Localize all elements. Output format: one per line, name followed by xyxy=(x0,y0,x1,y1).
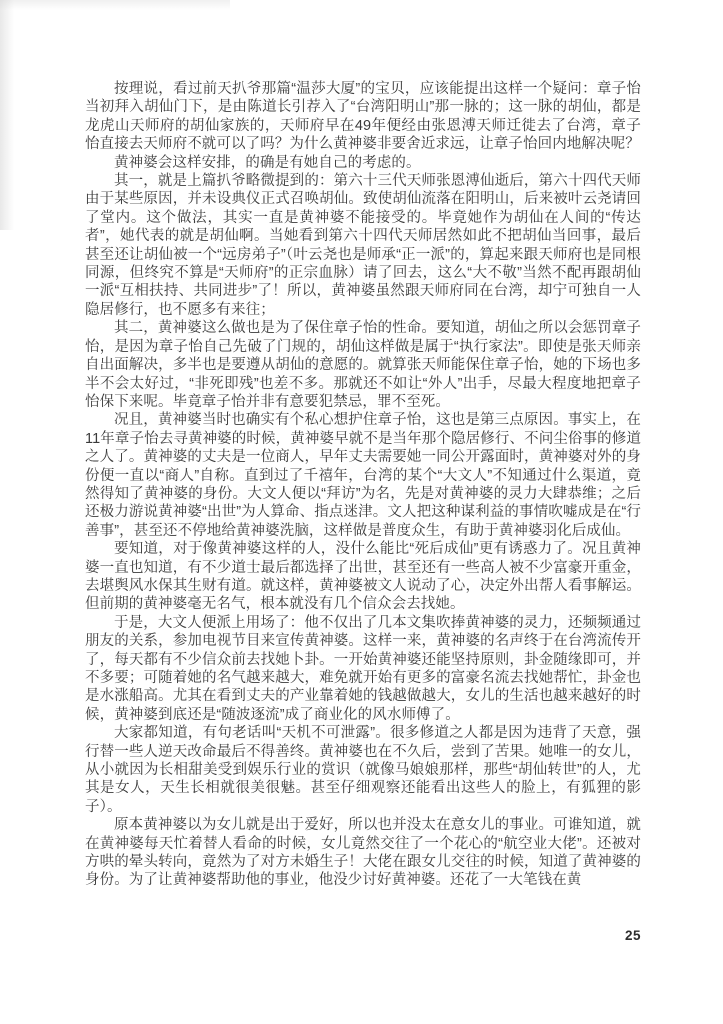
paragraph: 要知道，对于像黄神婆这样的人，没什么能比“死后成仙”更有诱惑力了。况且黄神婆一直也知道，有不少道士最后都选择了出世，甚至还有一些高人被不少富豪开重金，去堪舆风水保其生财有道。就这样，黄神婆被文人说动了心，决定外出帮人看事解运。但前期的黄神婆毫无名气，根本就没有几个信众会去找她。 xyxy=(85,541,641,613)
paragraph: 原本黄神婆以为女儿就是出于爱好，所以也并没太在意女儿的事业。可谁知道，就在黄神婆每天忙着替人看命的时候，女儿竟然交往了一个花心的“航空业大佬”。还被对方哄的晕头转向，竟然为了对方未婚生子！大佬在跟女儿交往的时候，知道了黄神婆的身份。为了让黄神婆帮助他的事业，他没少讨好黄神婆。还花了一大笔钱在黄 xyxy=(85,817,641,889)
scan-shading-left xyxy=(0,0,14,230)
paragraph: 黄神婆会这样安排，的确是有她自己的考虑的。 xyxy=(114,154,421,171)
paragraph: 其一，就是上篇扒爷略微提到的：第六十三代天师张恩溥仙逝后，第六十四代天师由于某些原因，并未设典仪正式召唤胡仙。致使胡仙流落在阳明山，后来被叶云尧请回了堂内。这个做法，其实一直是黄神婆不能接受的。毕竟她作为胡仙在人间的“传达者”，她代表的就是胡仙啊。当她看到第六十四代天师居然如此不把胡仙当回事，最后甚至还让胡仙被一个“远房弟子”（叶云尧也是师承“正一派”的，算起来跟天师府也是同根同源，但终究不算是“天师府”的正宗血脉）请了回去，这么“大不敬”当然不配再跟胡仙一派“互相扶持、共同进步”了！所以，黄神婆虽然跟天师府同在台湾，却宁可独自一人隐居修行，也不愿多有来往； xyxy=(85,173,641,318)
paragraph: 其二，黄神婆这么做也是为了保住章子怡的性命。要知道，胡仙之所以会惩罚章子怡，是因为章子怡自己先破了门规的，胡仙这样做是属于“执行家法”。即使是张天师亲自出面解决，多半也是要遵从胡仙的意愿的。就算张天师能保住章子怡，她的下场也多半不会太好过，“非死即残”也差不多。那就还不如让“外人”出手，尽最大程度地把章子怡保下来呢。毕竟章子怡并非有意要犯禁忌，罪不至死。 xyxy=(85,320,641,410)
scan-shading-top xyxy=(0,0,230,10)
paragraph: 于是，大文人便派上用场了：他不仅出了几本文集吹捧黄神婆的灵力，还频频通过朋友的关系，参加电视节目来宣传黄神婆。这样一来，黄神婆的名声终于在台湾流传开了，每天都有不少信众前去找她卜卦。一开始黄神婆还能坚持原则，卦金随缘即可，并不多要；可随着她的名气越来越大，难免就开始有更多的富豪名流去找她帮忙，卦金也是水涨船高。尤其在看到丈夫的产业靠着她的钱越做越大，女儿的生活也越来越好的时候，黄神婆到底还是“随波逐流”成了商业化的风水师傅了。 xyxy=(85,614,641,723)
paragraph: 况且，黄神婆当时也确实有个私心想护住章子怡，这也是第三点原因。事实上，在11年章子怡去寻黄神婆的时候，黄神婆早就不是当年那个隐居修行、不问尘俗事的修道之人了。黄神婆的丈夫是一位商人，早年丈夫需要她一同公开露面时，黄神婆对外的身份便一直以“商人”自称。直到过了千禧年，台湾的某个“大文人”不知通过什么渠道，竟然得知了黄神婆的身份。大文人便以“拜访”为名，先是对黄神婆的灵力大肆恭维；之后还极力游说黄神婆“出世”为人算命、指点迷津。文人把这种谋利益的事情吹嘘成是在“行善事”，甚至还不停地给黄神婆洗脑，这样做是普度众生，有助于黄神婆羽化后成仙。 xyxy=(85,412,641,539)
paragraph: 大家都知道，有句老话叫“天机不可泄露”。很多修道之人都是因为违背了天意，强行替一些人逆天改命最后不得善终。黄神婆也在不久后，尝到了苦果。她唯一的女儿，从小就因为长相甜美受到娱乐行业的赏识（就像马娘娘那样，那些“胡仙转世”的人，尤其是女人，天生长相就很美很魅。甚至仔细观察还能看出这些人的脸上，有狐狸的影子）。 xyxy=(85,725,641,815)
body-text xyxy=(85,80,641,890)
page-number: 25 xyxy=(624,928,641,943)
paragraph: 按理说，看过前天扒爷那篇“温莎大厦”的宝贝，应该能提出这样一个疑问：章子怡当初拜入胡仙门下，是由陈道长引荐入了“台湾阳明山”那一脉的；这一脉的胡仙，都是龙虎山天师府的胡仙家族的，天师府早在49年便经由张恩溥天师迁徙去了台湾，章子怡直接去天师府不就可以了吗？为什么黄神婆非要舍近求远，让章子怡回内地解决呢？ xyxy=(85,81,641,153)
